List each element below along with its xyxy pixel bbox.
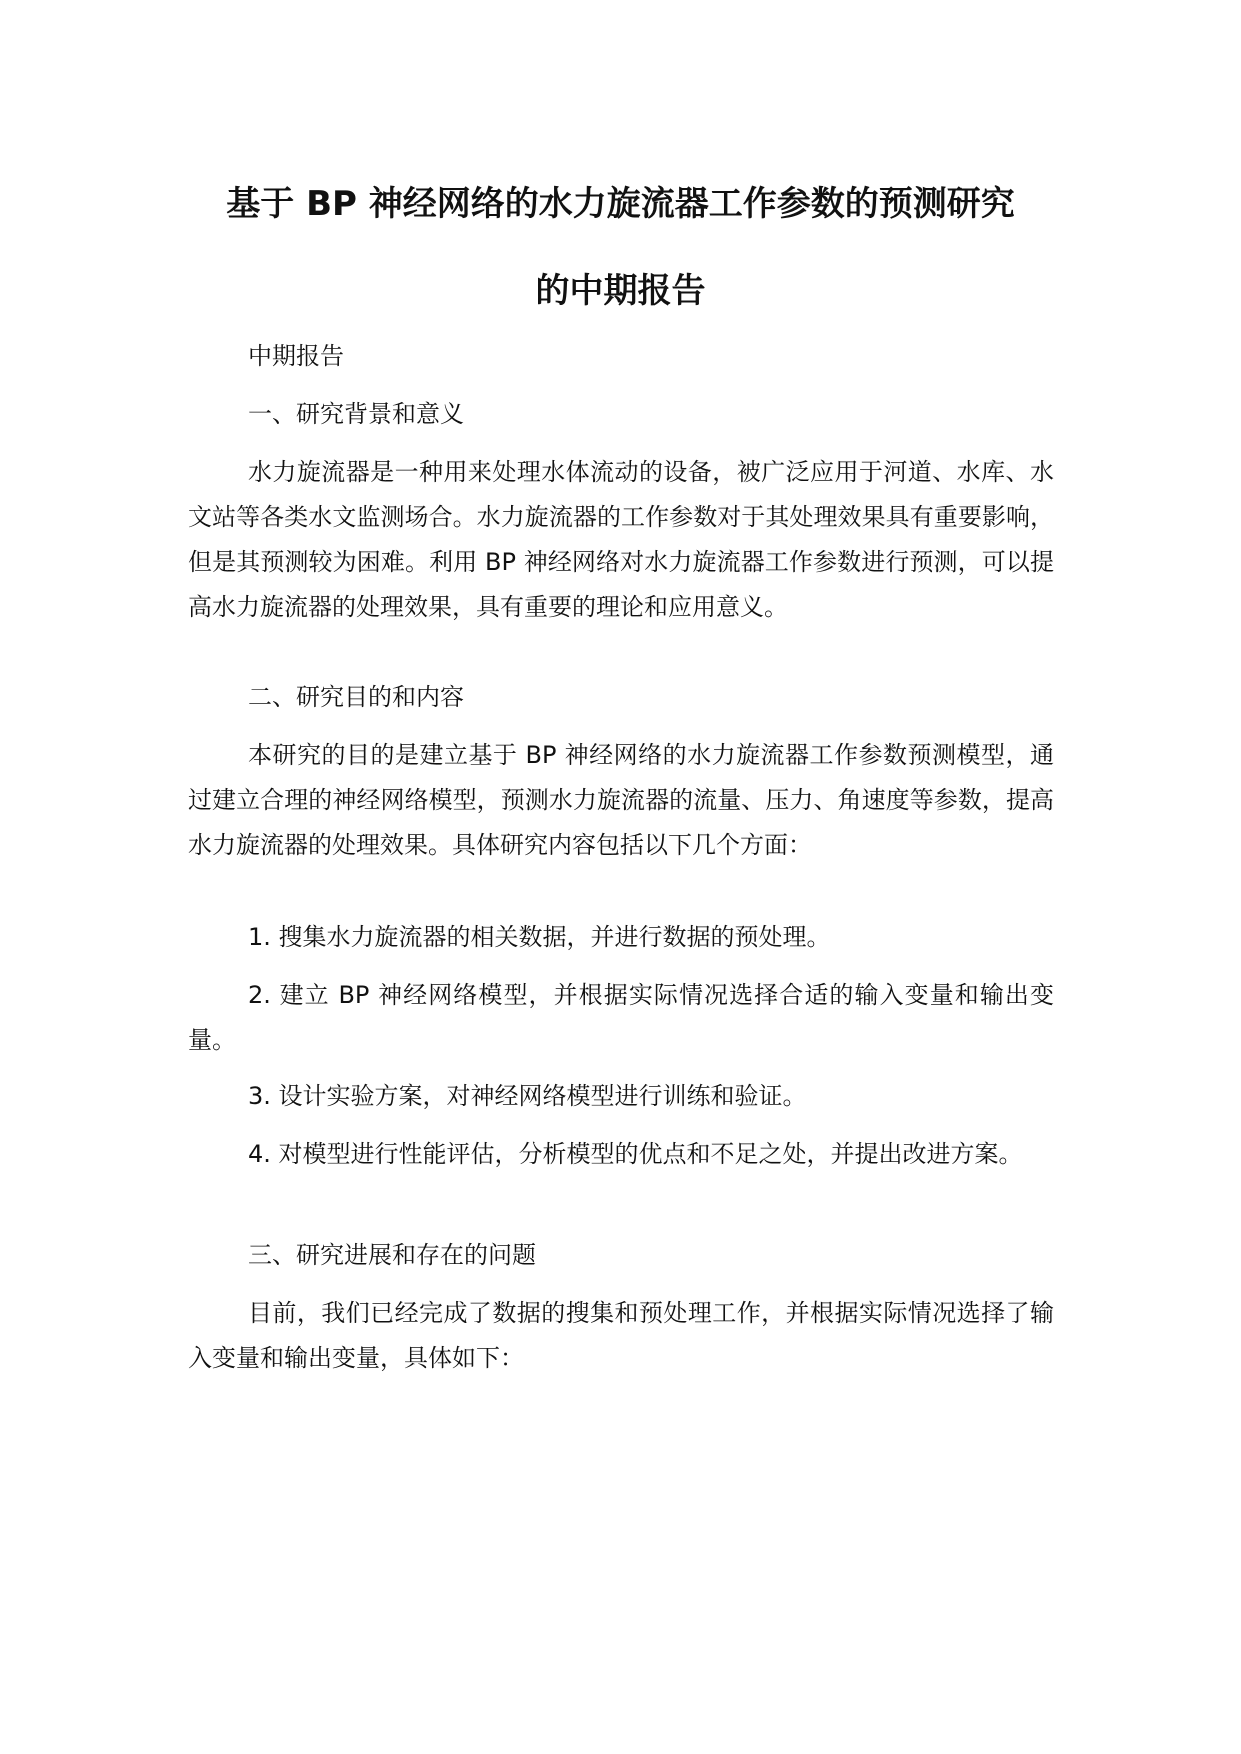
section-heading-2: 二、研究目的和内容	[248, 683, 464, 711]
section-label: 中期报告	[248, 342, 344, 370]
list-item-3: 3. 设计实验方案，对神经网络模型进行训练和验证。	[248, 1082, 807, 1110]
paragraph-objectives: 本研究的目的是建立基于 BP 神经网络的水力旋流器工作参数预测模型，通过建立合理的神经网络模型，预测水力旋流器的流量、压力、角速度等参数，提高水力旋流器的处理效果。具体研究内容包括以下几个方面：	[188, 741, 1054, 859]
list-item-2: 2. 建立 BP 神经网络模型，并根据实际情况选择合适的输入变量和输出变量。	[188, 981, 1054, 1054]
document-title-line-2: 的中期报告	[535, 271, 706, 311]
list-item-1: 1. 搜集水力旋流器的相关数据，并进行数据的预处理。	[248, 923, 831, 951]
document-title-line-1: 基于 BP 神经网络的水力旋流器工作参数的预测研究	[226, 184, 1015, 224]
list-item-4: 4. 对模型进行性能评估，分析模型的优点和不足之处，并提出改进方案。	[248, 1140, 1023, 1168]
paragraph-background: 水力旋流器是一种用来处理水体流动的设备，被广泛应用于河道、水库、水文站等各类水文监测场合。水力旋流器的工作参数对于其处理效果具有重要影响，但是其预测较为困难。利用 BP 神经网络对水力旋流器工作参数进行预测，可以提高水力旋流器的处理效果，具有重要的理论和应用意义。	[188, 458, 1054, 621]
section-heading-1: 一、研究背景和意义	[248, 400, 464, 428]
paragraph-progress: 目前，我们已经完成了数据的搜集和预处理工作，并根据实际情况选择了输入变量和输出变量，具体如下：	[188, 1299, 1054, 1372]
section-heading-3: 三、研究进展和存在的问题	[248, 1241, 536, 1269]
